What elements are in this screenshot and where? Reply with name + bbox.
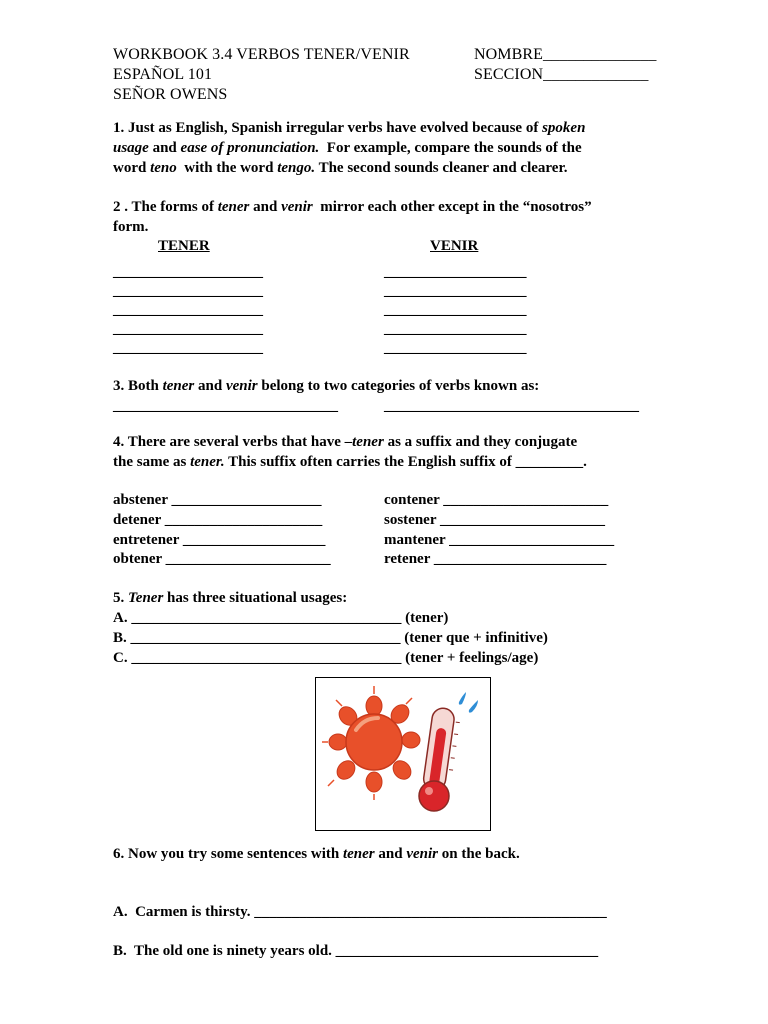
q1-line2: usage and ease of pronunciation. For example, compare the sounds of the [113,140,582,156]
venir-blank[interactable]: ___________________ [384,264,527,280]
tener-blank[interactable]: ____________________ [113,283,263,299]
q2-line1: 2 . The forms of tener and venir mirror each other except in the “nosotros” [113,199,592,215]
header-title: WORKBOOK 3.4 VERBOS TENER/VENIR [113,46,410,63]
venir-blank[interactable]: ___________________ [384,283,527,299]
verb-retener[interactable]: retener _______________________ [384,551,607,567]
verb-entretener[interactable]: entretener ___________________ [113,532,326,548]
header-teacher: SEÑOR OWENS [113,86,228,103]
q5-item-c[interactable]: C. ____________________________________ (tener + feelings/age) [113,650,539,666]
q5-item-b[interactable]: B. ____________________________________ (tener que + infinitive) [113,630,548,646]
verb-abstener[interactable]: abstener ____________________ [113,492,322,508]
tener-blank[interactable]: ____________________ [113,321,263,337]
tener-heading: TENER [158,238,210,254]
hot-weather-illustration [316,678,490,830]
q6-item-b[interactable]: B. The old one is ninety years old. ___________________________________ [113,943,599,959]
venir-blank[interactable]: ___________________ [384,302,527,318]
header-course: ESPAÑOL 101 [113,66,213,83]
hot-weather-picture [315,677,491,831]
q5-line1: 5. Tener has three situational usages: [113,590,348,606]
venir-blank[interactable]: ___________________ [384,340,527,356]
sweat-drop-icon [459,692,478,713]
q6-item-a[interactable]: A. Carmen is thirsty. _______________________________________________ [113,904,607,920]
venir-blank[interactable]: ___________________ [384,321,527,337]
q5-item-a[interactable]: A. ____________________________________ (tener) [113,610,449,626]
verb-detener[interactable]: detener _____________________ [113,512,323,528]
q4-line2: the same as tener. This suffix often carries the English suffix of _________. [113,454,587,470]
q6-line1: 6. Now you try some sentences with tener and venir on the back. [113,846,520,862]
q1-line3: word teno with the word tengo. The second sounds cleaner and clearer. [113,160,568,176]
q4-line1: 4. There are several verbs that have –tener as a suffix and they conjugate [113,434,578,450]
verb-contener[interactable]: contener ______________________ [384,492,609,508]
verb-sostener[interactable]: sostener ______________________ [384,512,605,528]
nombre-field[interactable]: NOMBRE______________ [474,46,657,63]
seccion-field[interactable]: SECCION_____________ [474,66,649,83]
verb-obtener[interactable]: obtener ______________________ [113,551,331,567]
tener-blank[interactable]: ____________________ [113,302,263,318]
venir-heading: VENIR [430,238,479,254]
q2-line2: form. [113,219,149,235]
q1-line1: 1. Just as English, Spanish irregular verbs have evolved because of spoken [113,120,586,136]
tener-blank[interactable]: ____________________ [113,264,263,280]
verb-mantener[interactable]: mantener ______________________ [384,532,615,548]
q3-blank-left[interactable]: ______________________________ [113,398,338,414]
sun-icon [322,686,420,800]
tener-blank[interactable]: ____________________ [113,340,263,356]
thermometer-icon [419,707,460,811]
q3-blank-right[interactable]: __________________________________ [384,398,639,414]
q3-line1: 3. Both tener and venir belong to two categories of verbs known as: [113,378,540,394]
